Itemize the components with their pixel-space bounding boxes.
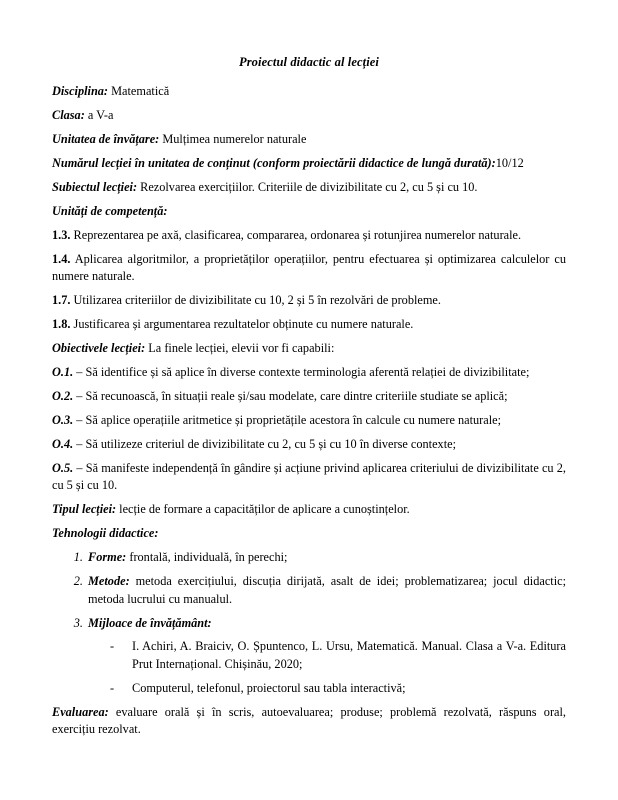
competence-text: Justificarea și argumentarea rezultatelor obținute cu numere naturale. <box>73 317 414 332</box>
objective-code: O.1. <box>52 364 74 379</box>
objectives-intro: La finele lecției, elevii vor fi capabili: <box>148 340 335 355</box>
tech-label: Metode: <box>88 573 130 588</box>
competence-item <box>52 316 566 333</box>
objective-text: – Să aplice operațiile aritmetice și proprietățile acestora în calcule cu numere naturale; <box>76 412 501 427</box>
objective-text: – Să utilizeze criteriul de divizibilitate cu 2, cu 5 și cu 10 în diverse contexte; <box>76 436 456 451</box>
competence-code: 1.8. <box>52 317 71 332</box>
field-numarul-lectiei <box>52 155 566 172</box>
objective-item <box>52 460 566 495</box>
tech-text: frontală, individuală, în perechi; <box>129 550 288 565</box>
field-label: Numărul lecției în unitatea de conținut (conform proiectării didactice de lungă durată): <box>52 155 496 170</box>
objective-text: – Să recunoască, în situații reale și/sau modelate, care dintre criteriile studiate se aplică; <box>76 388 508 403</box>
competence-text: Reprezentarea pe axă, clasificarea, compararea, ordonarea și rotunjirea numerelor naturale. <box>73 227 522 242</box>
field-value: evaluare orală și în scris, autoevaluarea; produse; problemă rezolvată, răspuns oral, exercițiu rezolvat. <box>52 704 566 737</box>
objectives-heading <box>52 340 566 357</box>
field-clasa <box>52 107 566 124</box>
list-item: - I. Achiri, A. Braiciv, O. Șpuntenco, L. Ursu, Matematică. Manual. Clasa a V-a. Editura Prut Internațional. Chișinău, 2020; <box>110 638 566 674</box>
field-label: Subiectul lecției: <box>52 179 138 194</box>
objective-item <box>52 436 566 453</box>
technologies-list <box>52 549 566 698</box>
competences-heading: Unități de competență: <box>52 203 168 218</box>
field-value: a V-a <box>87 107 114 122</box>
competence-code: 1.4. <box>52 251 71 266</box>
materials-list <box>88 638 566 697</box>
technologies-heading: Tehnologii didactice: <box>52 526 159 541</box>
field-value: 10/12 <box>495 155 524 170</box>
list-item <box>86 573 566 609</box>
competence-code: 1.7. <box>52 293 71 308</box>
objectives-label: Obiectivele lecției: <box>52 340 146 355</box>
field-value: lecție de formare a capacităților de aplicare a cunoștințelor. <box>119 502 410 517</box>
competence-code: 1.3. <box>52 227 71 242</box>
competence-text: Utilizarea criteriilor de divizibilitate cu 10, 2 și 5 în rezolvări de probleme. <box>73 293 441 308</box>
field-value: Matematică <box>111 84 170 98</box>
field-subiectul-lectiei <box>52 179 566 196</box>
field-label: Evaluarea: <box>52 704 109 719</box>
tech-label: Mijloace de învățământ: <box>88 615 212 630</box>
field-label: Unitatea de învățare: <box>52 131 160 146</box>
tech-text: metoda exercițiului, discuția dirijată, asalt de idei; problematizarea; jocul didactic; metoda lucrului cu manualul. <box>88 573 566 606</box>
objective-code: O.5. <box>52 460 74 475</box>
field-tipul-lectiei <box>52 501 566 518</box>
objective-item <box>52 364 566 381</box>
field-disciplina <box>52 83 566 100</box>
objective-text: – Să manifeste independență în gândire și acțiune privind aplicarea criteriului de divizibilitate cu 2, cu 5 și cu 10. <box>52 460 566 493</box>
objective-code: O.3. <box>52 412 74 427</box>
list-item <box>86 615 566 698</box>
competence-item <box>52 227 566 244</box>
tech-label: Forme: <box>88 550 127 565</box>
field-unitatea-de-invatare <box>52 131 566 148</box>
field-value: Mulțimea numerelor naturale <box>162 131 307 146</box>
field-label: Disciplina: <box>52 84 109 98</box>
list-item: - Computerul, telefonul, proiectorul sau tabla interactivă; <box>110 680 566 698</box>
list-item <box>86 549 566 567</box>
competence-item <box>52 292 566 309</box>
objective-code: O.4. <box>52 436 74 451</box>
competence-item <box>52 251 566 286</box>
field-value: Rezolvarea exercițiilor. Criteriile de divizibilitate cu 2, cu 5 și cu 10. <box>140 179 478 194</box>
objective-item <box>52 412 566 429</box>
field-evaluarea <box>52 704 566 739</box>
field-label: Tipul lecției: <box>52 502 117 517</box>
objective-code: O.2. <box>52 388 74 403</box>
field-label: Clasa: <box>52 107 85 122</box>
objective-text: – Să identifice și să aplice în diverse contexte terminologia aferentă relației de divizibilitate; <box>76 364 530 379</box>
page-title: Proiectul didactic al lecției <box>238 55 379 69</box>
competence-text: Aplicarea algoritmilor, a proprietăților operațiilor, pentru efectuarea și optimizarea calculelor cu numere naturale. <box>52 251 566 284</box>
objective-item <box>52 388 566 405</box>
